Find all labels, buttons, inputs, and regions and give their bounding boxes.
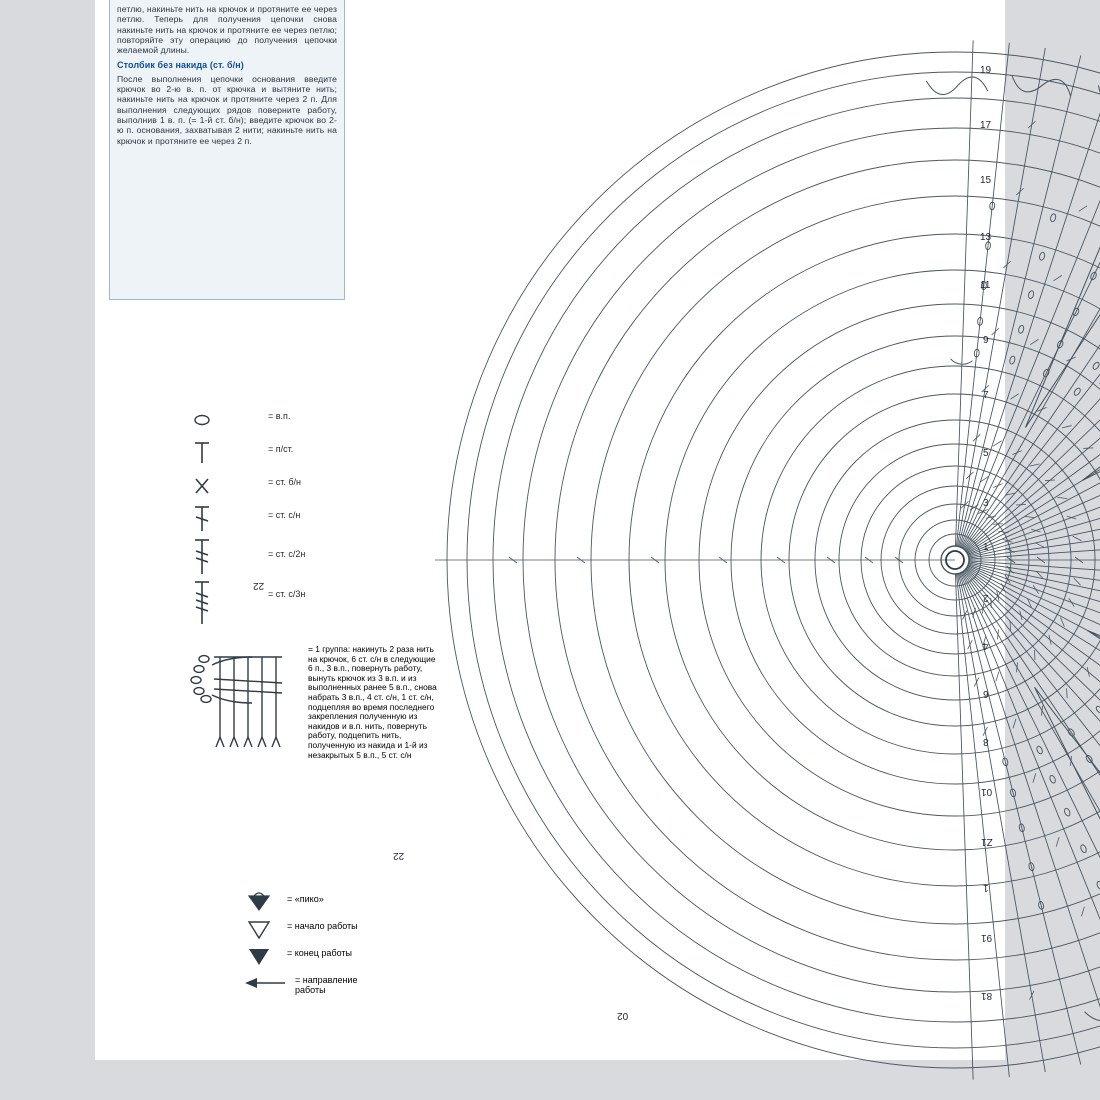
legend-label: = в.п. (268, 411, 291, 421)
crochet-chart (245, 0, 1005, 1060)
legend-label: = ст. с/2н (268, 549, 306, 559)
round-label: 17 (980, 120, 992, 131)
round-label: 19 (980, 65, 992, 76)
round-label: 11 (980, 280, 991, 291)
legend-label: = ст. б/н (268, 477, 302, 487)
instruction-paragraph: петлю, накиньте нить на крючок и протяните ее через петлю. Теперь для получения цепочки снова накиньте нить на крючок и протяните ее через петлю; повторяйте эту операцию до получения цепочки желаемой длины. (117, 4, 337, 56)
round-label: 4 (983, 640, 989, 651)
chain-loops (950, 359, 972, 365)
round-label: 15 (980, 175, 992, 186)
radial-posts (435, 40, 1100, 1079)
round-label: 3 (983, 498, 989, 509)
round-label: 5 (983, 448, 989, 459)
legend-label-sub: работы (295, 985, 326, 995)
instruction-heading: Столбик без накида (ст. б/н) (117, 60, 244, 71)
round-label: 1 (983, 882, 989, 893)
magazine-page (95, 0, 1005, 1060)
round-label: Z1 (981, 836, 993, 847)
crochet-chart-svg (245, 0, 1005, 1060)
instruction-body: После выполнения цепочки основания введите крючок во 2-ю в. п. от крючка и вытяните нить; накиньте нить на крючок и протяните через 2 п. Для выполнения следующих рядов поверните работу, выполнив 1 в. п. (= 1-й ст. б/н); введите крючок во 2-ю п. основания, захватывая 2 нити; накиньте нить на крючок и протяните ее через 2 п. (117, 73, 337, 146)
legend-group-text: = 1 группа: накинуть 2 раза нить на крючок, 6 ст. с/н в следующие 6 п., 3 в.п., повернуть работу, вынуть крючок из 3 в.п. и из выполненных ранее 5 в.п., снова набрать 3 в.п., 4 ст. с/н, 1 ст. с/н, подцепляя во время последнего закрепления полученную из накидов и в.п. нить, повернуть работу, подцепить нить, полученную из накида и 1-й из незакрытых 5 в.п., 5 ст. с/н (308, 644, 437, 760)
round-label: 01 (981, 786, 993, 797)
inline-label: 22 (253, 580, 265, 591)
round-label: 91 (981, 932, 993, 943)
chart-body (435, 40, 1100, 1079)
legend-label: = п/ст. (268, 444, 294, 454)
round-label: 7 (983, 390, 989, 401)
legend-label: = начало работы (287, 921, 358, 931)
round-label: 6 (983, 688, 989, 699)
round-label: 9 (983, 335, 989, 346)
legend-label: = ст. с/н (268, 510, 301, 520)
legend-label: = конец работы (287, 948, 352, 958)
round-label: 81 (981, 990, 993, 1001)
legend-label-main: = направление (295, 975, 358, 985)
round-label: 8 (983, 736, 989, 747)
round-label: 2 (983, 592, 989, 603)
round-label (980, 0, 991, 1)
round-label: 13 (980, 232, 992, 243)
inline-label: 02 (617, 1010, 629, 1021)
inline-label: 22 (393, 850, 405, 861)
round-label: 1 (983, 542, 989, 553)
legend-label: = ст. с/3н (268, 589, 306, 599)
legend-label: = «пико» (287, 894, 324, 904)
